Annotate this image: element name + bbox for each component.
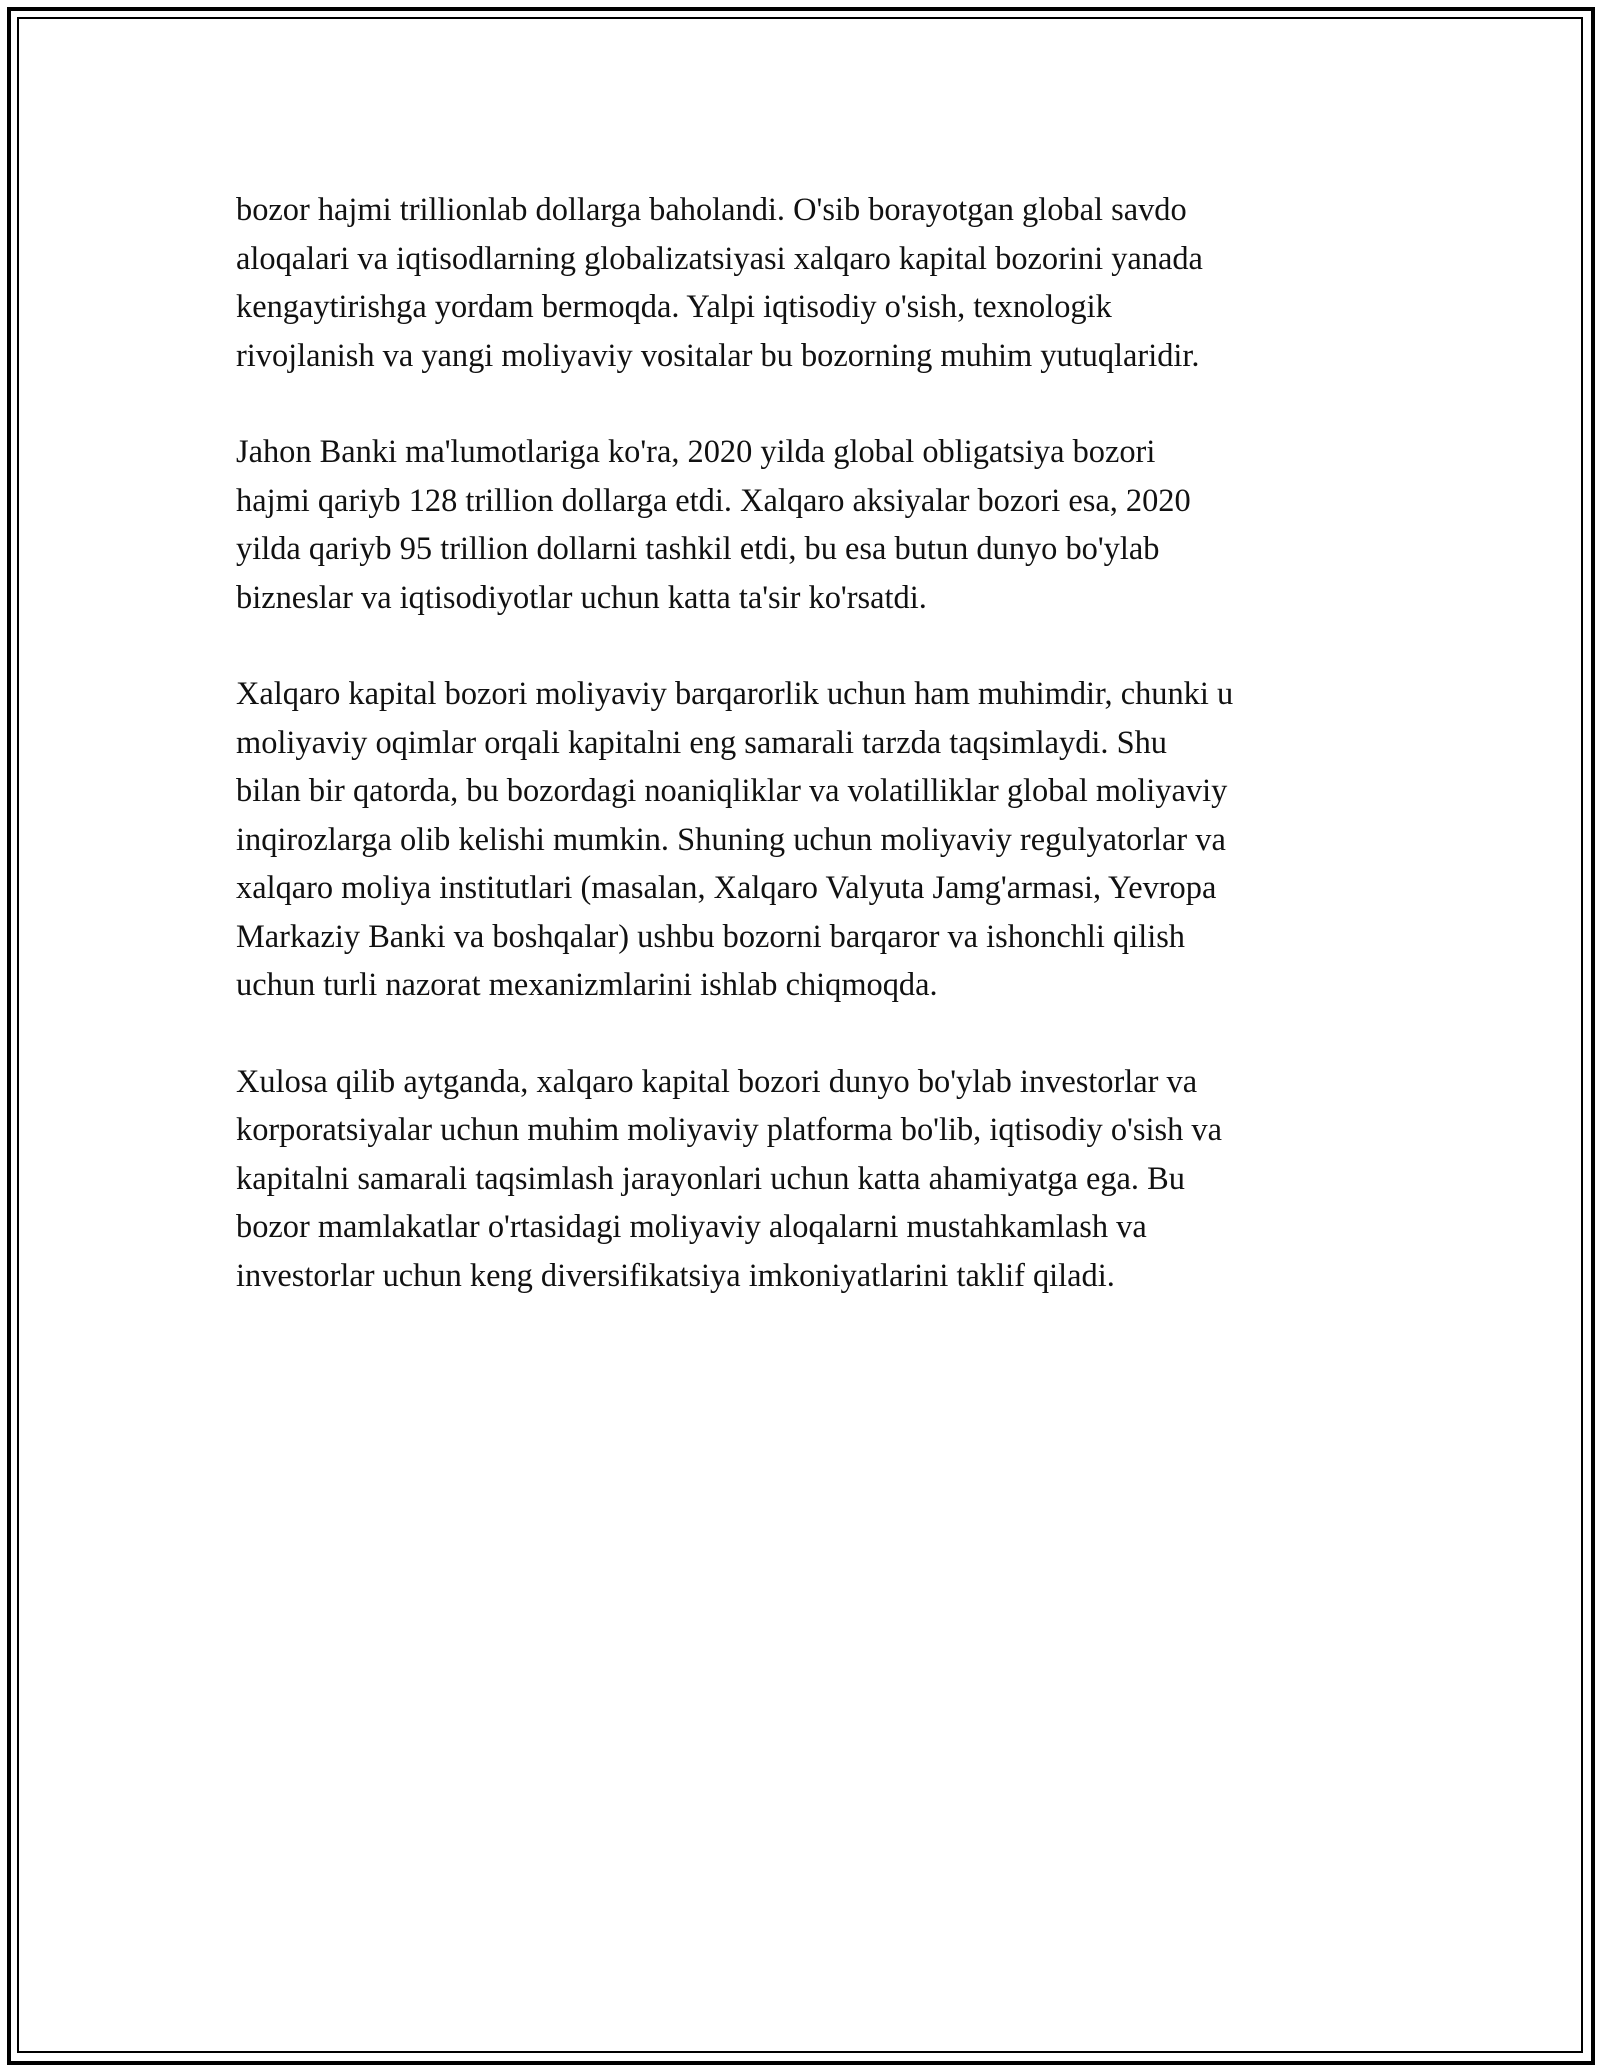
text-line: bilan bir qatorda, bu bozordagi noaniqliklar va volatilliklar global moliyaviy xyxy=(236,773,1228,809)
text-line: yilda qariyb 95 trillion dollarni tashkil etdi, bu esa butun dunyo bo'ylab xyxy=(236,531,1160,567)
paragraph xyxy=(236,186,1376,380)
text-line: Xulosa qilib aytganda, xalqaro kapital bozori dunyo bo'ylab investorlar va xyxy=(236,1063,1198,1100)
text-line: aloqalari va iqtisodlarning globalizatsiyasi xalqaro kapital bozorini yanada xyxy=(236,240,1203,277)
text-line: korporatsiyalar uchun muhim moliyaviy platforma bo'lib, iqtisodiy o'sish va xyxy=(236,1112,1222,1148)
text-line: bizneslar va iqtisodiyotlar uchun katta ta'sir ko'rsatdi. xyxy=(236,579,927,616)
text-line: uchun turli nazorat mexanizmlarini ishlab chiqmoqda. xyxy=(236,967,938,1003)
text-line: bozor hajmi trillionlab dollarga baholandi. O'sib borayotgan global savdo xyxy=(236,192,1187,228)
text-line: bozor mamlakatlar o'rtasidagi moliyaviy aloqalarni mustahkamlash va xyxy=(236,1209,1147,1245)
text-line: kapitalni samarali taqsimlash jarayonlari uchun katta ahamiyatga ega. Bu xyxy=(236,1160,1185,1197)
paragraph xyxy=(236,1058,1376,1301)
paragraph xyxy=(236,670,1376,1010)
text-line: Jahon Banki ma'lumotlariga ko'ra, 2020 yilda global obligatsiya bozori xyxy=(236,434,1156,470)
text-line: hajmi qariyb 128 trillion dollarga etdi. Xalqaro aksiyalar bozori esa, 2020 xyxy=(236,482,1191,519)
document-body xyxy=(236,186,1376,1348)
text-line: xalqaro moliya institutlari (masalan, Xalqaro Valyuta Jamg'armasi, Yevropa xyxy=(236,870,1217,906)
text-line: moliyaviy oqimlar orqali kapitalni eng samarali tarzda taqsimlaydi. Shu xyxy=(236,724,1167,761)
text-line: investorlar uchun keng diversifikatsiya imkoniyatlarini taklif qiladi. xyxy=(236,1257,1115,1294)
text-line: kengaytirishga yordam bermoqda. Yalpi iqtisodiy o'sish, texnologik xyxy=(236,289,1112,325)
text-line: Markaziy Banki va boshqalar) ushbu bozorni barqaror va ishonchli qilish xyxy=(236,918,1185,955)
text-line: rivojlanish va yangi moliyaviy vositalar bu bozorning muhim yutuqlaridir. xyxy=(236,337,1200,374)
text-line: inqirozlarga olib kelishi mumkin. Shuning uchun moliyaviy regulyatorlar va xyxy=(236,821,1226,858)
text-line: Xalqaro kapital bozori moliyaviy barqarorlik uchun ham muhimdir, chunki u xyxy=(236,676,1234,712)
paragraph xyxy=(236,428,1376,622)
